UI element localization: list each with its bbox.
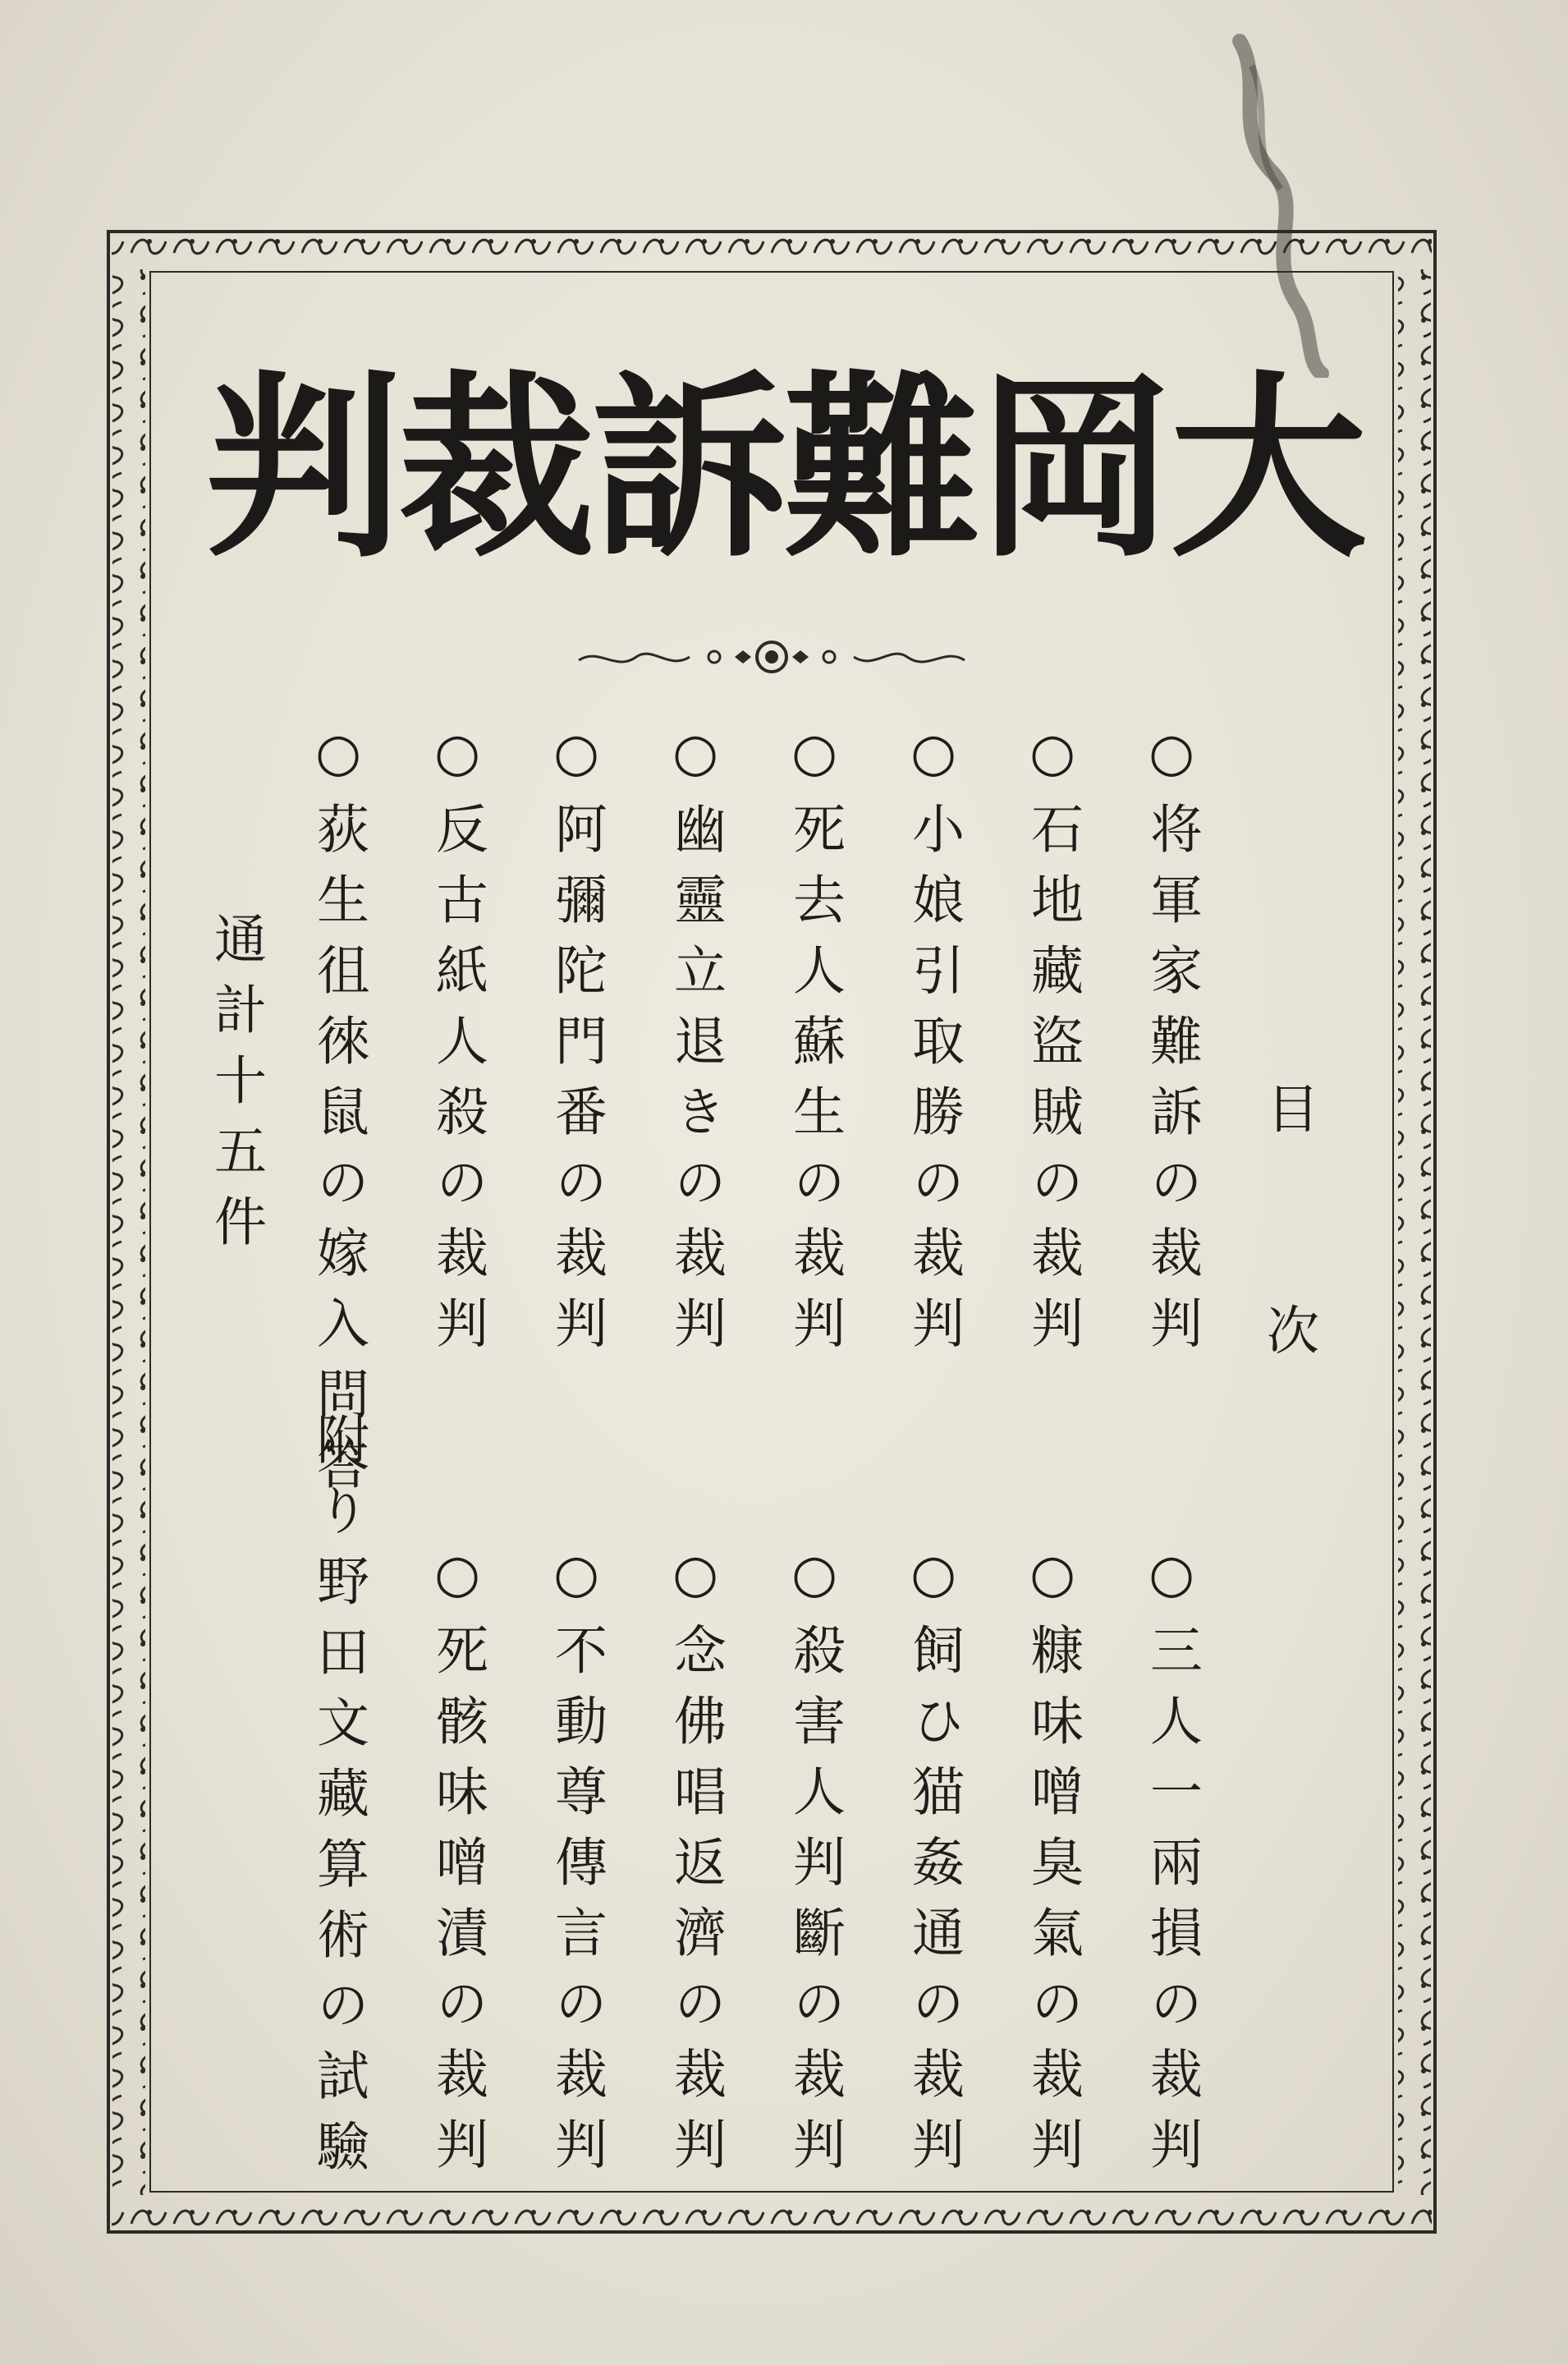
contents-entry: ○荻生徂徠鼠の嫁入問答 — [308, 723, 369, 1508]
contents-entry: ○三人一兩損の裁判 — [1141, 1544, 1202, 2188]
title-char: 判 — [205, 352, 403, 584]
contents-heading-char: 目 — [1267, 1080, 1319, 1141]
contents-entry: ○小娘引取勝の裁判 — [903, 723, 964, 1366]
contents-entry: ○殺害人判斷の裁判 — [784, 1544, 845, 2188]
contents-entry: ○死骸味噌漬の裁判 — [427, 1544, 488, 2188]
contents-entry: ○石地藏盜賊の裁判 — [1022, 723, 1083, 1366]
title-vignette-ornament — [575, 632, 969, 682]
title-char: 訴 — [591, 352, 789, 584]
contents-entry: 附り野田文藏算術の試驗 — [308, 1412, 369, 2189]
title-char: 岡 — [977, 352, 1175, 584]
contents-entry: ○念佛唱返濟の裁判 — [665, 1544, 726, 2188]
contents-entry: ○不動尊傳言の裁判 — [546, 1544, 607, 2188]
contents-entry: ○反古紙人殺の裁判 — [427, 723, 488, 1366]
contents-entry: ○糠味噌臭氣の裁判 — [1022, 1544, 1083, 2188]
total-count: 通計十五件 — [205, 912, 266, 1265]
title-char: 大 — [1170, 352, 1368, 584]
contents-entry: ○死去人蘇生の裁判 — [784, 723, 845, 1366]
book-title — [205, 296, 1368, 641]
contents-entry: ○幽靈立退きの裁判 — [665, 723, 726, 1366]
contents-entry: ○阿彌陀門番の裁判 — [546, 723, 607, 1366]
contents-heading-char: 次 — [1267, 1302, 1319, 1362]
title-char: 裁 — [398, 352, 596, 584]
contents-entry: ○飼ひ猫姦通の裁判 — [903, 1544, 964, 2188]
contents-entry: ○将軍家難訴の裁判 — [1141, 723, 1202, 1366]
title-char: 難 — [784, 352, 982, 584]
